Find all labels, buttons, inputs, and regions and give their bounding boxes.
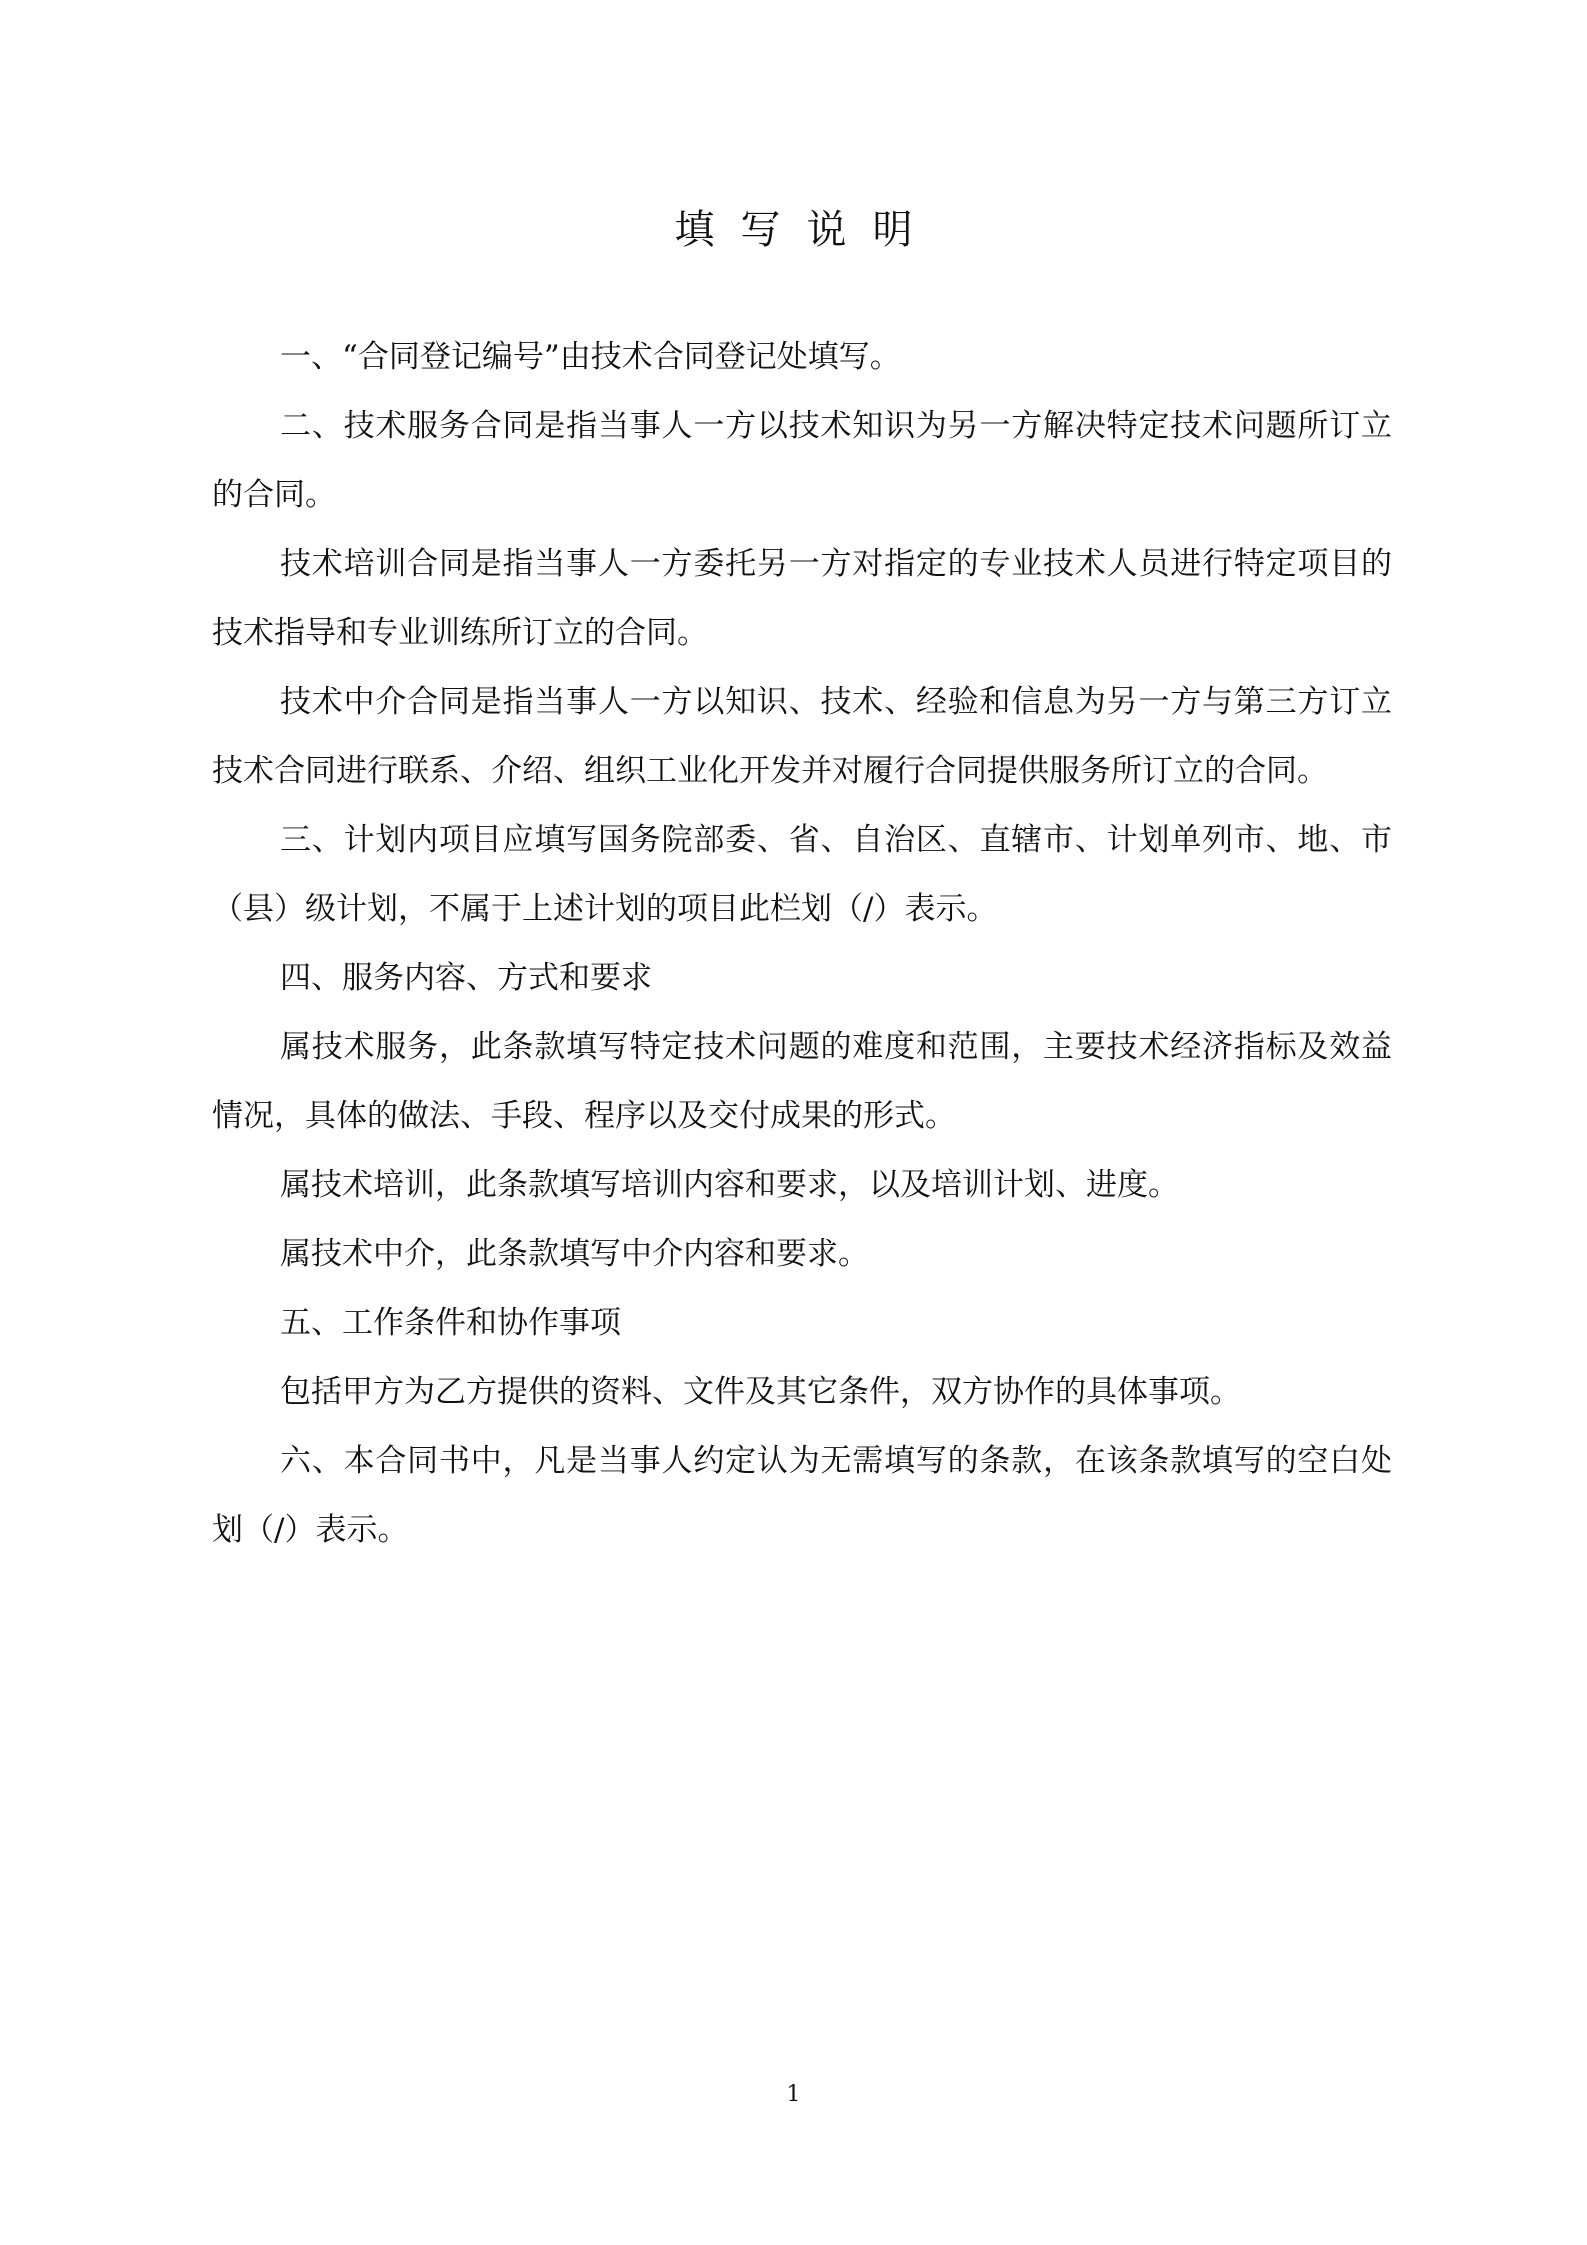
page-number: 1 [786,2082,801,2107]
instruction-paragraph-1: 一、“合同登记编号”由技术合同登记处填写。 [280,339,901,375]
instruction-paragraph-6: 四、服务内容、方式和要求 [280,960,652,996]
instruction-paragraph-9: 属技术中介，此条款填写中介内容和要求。 [280,1236,869,1272]
instruction-paragraph-12: 六、本合同书中，凡是当事人约定认为无需填写的条款，在该条款填写的空白处 划（/）表示。 [212,1443,1392,1548]
instruction-paragraph-11: 包括甲方为乙方提供的资料、文件及其它条件，双方协作的具体事项。 [280,1374,1241,1410]
instruction-paragraph-2: 二、技术服务合同是指当事人一方以技术知识为另一方解决特定技术问题所订立的合同。 [212,408,1392,513]
instruction-paragraph-4: 技术中介合同是指当事人一方以知识、技术、经验和信息为另一方与第三方订立技术合同进行联系、介绍、组织工业化开发并对履行合同提供服务所订立的合同。 [212,684,1392,789]
instructions-body [212,323,1392,1565]
page-title: 填写说明 [674,207,939,253]
instruction-paragraph-8: 属技术培训，此条款填写培训内容和要求，以及培训计划、进度。 [280,1167,1179,1203]
instruction-paragraph-7: 属技术服务，此条款填写特定技术问题的难度和范围，主要技术经济指标及效益情况，具体的做法、手段、程序以及交付成果的形式。 [212,1029,1392,1134]
instruction-paragraph-5: 三、计划内项目应填写国务院部委、省、自治区、直辖市、计划单列市、地、市（县）级计划，不属于上述计划的项目此栏划（/）表示。 [212,822,1392,927]
instruction-paragraph-10: 五、工作条件和协作事项 [280,1305,621,1341]
instruction-paragraph-3: 技术培训合同是指当事人一方委托另一方对指定的专业技术人员进行特定项目的技术指导和专业训练所订立的合同。 [212,546,1392,651]
